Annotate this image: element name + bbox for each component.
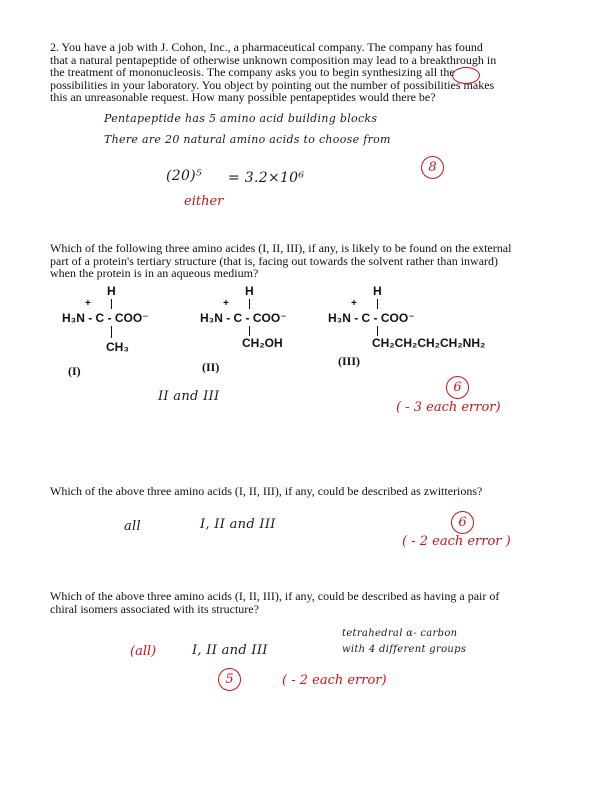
handwritten-answer-line: Pentapeptide has 5 amino acid building blocks bbox=[104, 112, 378, 125]
molecule-top-h: H bbox=[107, 284, 116, 298]
bond-line bbox=[249, 299, 250, 309]
score-circle bbox=[421, 156, 444, 179]
molecule-top-h: H bbox=[245, 284, 254, 298]
score-value: 6 bbox=[453, 380, 462, 395]
bond-line bbox=[377, 326, 378, 336]
molecule-top-h: H bbox=[373, 284, 382, 298]
question-line: possibilities in your laboratory. You object by pointing out the number of possibilities makes bbox=[50, 77, 495, 92]
deduction-note: ( - 3 each error) bbox=[396, 400, 501, 415]
all-circle-mark bbox=[452, 67, 480, 84]
molecule-charge: + bbox=[351, 298, 357, 309]
bond-line bbox=[377, 299, 378, 309]
question-line: 2. You have a job with J. Cohon, Inc., a pharmaceutical company. The company has found bbox=[50, 40, 483, 54]
molecule-backbone: H₃N - C - COO⁻ bbox=[200, 311, 287, 325]
score-circle bbox=[218, 668, 241, 691]
question-2-text bbox=[50, 41, 560, 104]
molecule-side-chain: CH₃ bbox=[106, 340, 129, 354]
molecule-label: (I) bbox=[68, 364, 81, 378]
molecule-backbone: H₃N - C - COO⁻ bbox=[328, 311, 415, 325]
question-line: that a natural pentapeptide of otherwise unknown composition may lead to a breakthrough in bbox=[50, 52, 497, 67]
molecule-side-chain: CH₂CH₂CH₂CH₂NH₂ bbox=[372, 336, 486, 350]
handwritten-answer: I, II and III bbox=[200, 517, 276, 532]
handwritten-answer-prefix: (all) bbox=[130, 644, 157, 659]
question-line: chiral isomers associated with its structure? bbox=[50, 601, 259, 616]
deduction-note: ( - 2 each error ) bbox=[402, 534, 511, 549]
handwritten-reason-line: tetrahedral α- carbon bbox=[342, 628, 458, 639]
handwritten-answer-prefix: all bbox=[124, 519, 141, 534]
handwritten-answer-line: There are 20 natural amino acids to choose from bbox=[104, 133, 391, 146]
handwritten-answer: II and III bbox=[158, 389, 220, 404]
question-line: this an unreasonable request. How many possible pentapeptides would there be? bbox=[50, 90, 436, 105]
question-line: the treatment of mononucleosis. The company asks you to begin synthesizing all the bbox=[50, 65, 455, 80]
score-circle bbox=[446, 376, 469, 399]
molecule-1 bbox=[62, 284, 172, 378]
molecule-charge: + bbox=[223, 298, 229, 309]
molecule-side-chain: CH₂OH bbox=[242, 336, 283, 350]
grader-note: either bbox=[184, 194, 224, 209]
bond-line bbox=[249, 326, 250, 336]
bond-line bbox=[111, 326, 112, 338]
molecule-3 bbox=[328, 284, 548, 374]
question-line: when the protein is in an aqueous medium? bbox=[50, 266, 259, 281]
handwritten-reason-line: with 4 different groups bbox=[342, 644, 467, 655]
question-line: Which of the following three amino acides (I, II, III), if any, is likely to be found on the external bbox=[50, 241, 512, 255]
molecule-2 bbox=[200, 284, 320, 374]
score-circle bbox=[451, 511, 474, 534]
question-line: part of a protein's tertiary structure (that is, facing out towards the solvent rather than inward) bbox=[50, 253, 499, 268]
handwritten-answer: I, II and III bbox=[192, 643, 268, 658]
deduction-note: ( - 2 each error) bbox=[282, 673, 387, 688]
molecule-label: (III) bbox=[338, 354, 361, 368]
molecule-backbone: H₃N - C - COO⁻ bbox=[62, 311, 149, 325]
score-value: 8 bbox=[428, 160, 437, 175]
score-value: 6 bbox=[458, 515, 467, 530]
handwritten-calc-left: (20)⁵ bbox=[166, 168, 202, 184]
molecule-charge: + bbox=[85, 298, 91, 309]
handwritten-calc-right: = 3.2×10⁶ bbox=[228, 170, 305, 186]
score-value: 5 bbox=[225, 672, 234, 687]
question-external-text bbox=[50, 242, 570, 280]
question-chiral-text bbox=[50, 590, 570, 615]
question-zwitterion-text: Which of the above three amino acids (I, II, III), if any, could be described as zwitterions? bbox=[50, 484, 483, 498]
molecule-label: (II) bbox=[202, 360, 220, 374]
question-line: Which of the above three amino acids (I, II, III), if any, could be described as having a pair of bbox=[50, 589, 500, 603]
bond-line bbox=[111, 299, 112, 309]
